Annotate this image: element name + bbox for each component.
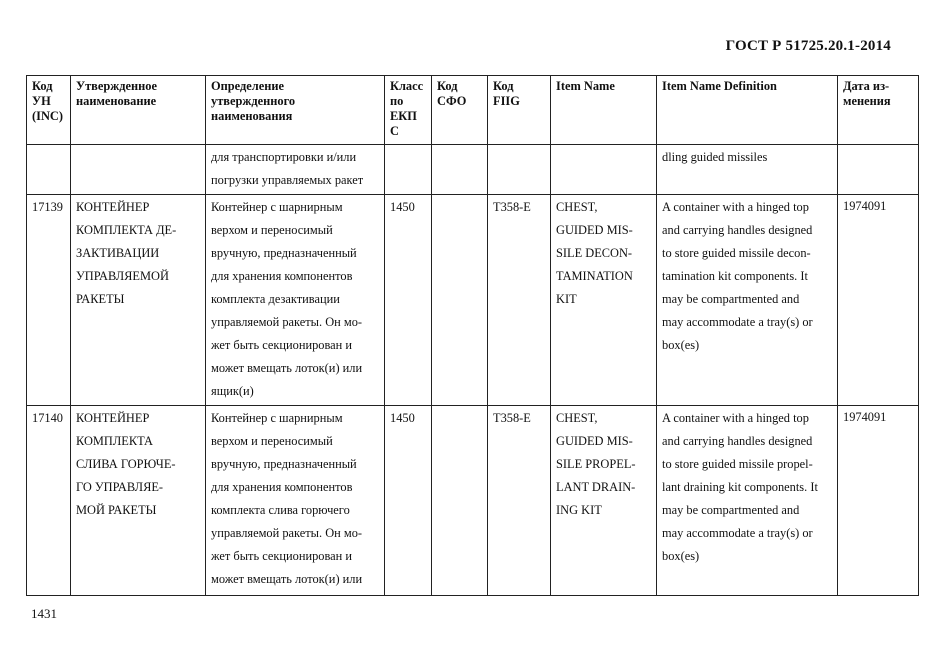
cell-text-line: для хранения компонентов <box>211 480 353 494</box>
column-header-line: Item Name Definition <box>662 79 777 93</box>
cell-sfo <box>432 145 488 195</box>
column-header-line: наименования <box>211 109 293 123</box>
table-row <box>27 406 919 596</box>
cell-text-line: SILE PROPEL- <box>556 457 636 471</box>
column-header-line: Определение <box>211 79 285 93</box>
column-header-fiig <box>488 76 551 145</box>
cell-text-line: dling guided missiles <box>662 150 768 164</box>
cell-fiig <box>488 406 551 596</box>
cell-text-line: ING KIT <box>556 503 602 517</box>
cell-sfo <box>432 406 488 596</box>
cell-name <box>71 145 206 195</box>
cell-text-line: комплекта слива горючего <box>211 503 350 517</box>
cell-text-line: may be compartmented and <box>662 503 800 517</box>
column-header-item-definition <box>657 76 838 145</box>
cell-text-line: 17139 <box>32 200 63 214</box>
cell-text-line: управляемой ракеты. Он мо- <box>211 315 363 329</box>
cell-text-line: 1450 <box>390 411 415 425</box>
cell-text-line: KIT <box>556 292 577 306</box>
cell-text-line: CHEST, <box>556 200 598 214</box>
cell-text-line: may accommodate a tray(s) or <box>662 315 813 329</box>
cell-item-name <box>551 195 657 406</box>
cell-text-line: box(es) <box>662 338 700 352</box>
cell-code <box>27 195 71 406</box>
cell-text-line: СЛИВА ГОРЮЧЕ- <box>76 457 176 471</box>
column-header-code <box>27 76 71 145</box>
cell-text-line: управляемой ракеты. Он мо- <box>211 526 363 540</box>
column-header-line: СФО <box>437 94 467 108</box>
column-header-line: менения <box>843 94 891 108</box>
cell-definition <box>206 406 385 596</box>
cell-text-line: Контейнер с шарнирным <box>211 200 343 214</box>
cell-text-line: A container with a hinged top <box>662 411 809 425</box>
table-row <box>27 145 919 195</box>
column-header-class <box>385 76 432 145</box>
cell-text-line: РАКЕТЫ <box>76 292 125 306</box>
cell-item-definition <box>657 145 838 195</box>
column-header-line: FIIG <box>493 94 520 108</box>
cell-text-line: to store guided missile propel- <box>662 457 813 471</box>
cell-text-line: КОНТЕЙНЕР <box>76 411 150 425</box>
cell-fiig <box>488 145 551 195</box>
column-header-line: по <box>390 94 404 108</box>
cell-text-line: 17140 <box>32 411 63 425</box>
cell-text-line: вручную, предназначенный <box>211 246 357 260</box>
cell-definition <box>206 145 385 195</box>
cell-text-line: T358-E <box>493 200 531 214</box>
cell-text-line: КОНТЕЙНЕР <box>76 200 150 214</box>
column-header-name <box>71 76 206 145</box>
cell-text-line: may be compartmented and <box>662 292 800 306</box>
cell-fiig <box>488 195 551 406</box>
cell-text-line: 1974091 <box>843 410 887 424</box>
cell-text-line: верхом и переносимый <box>211 223 333 237</box>
cell-text-line: tamination kit components. It <box>662 269 808 283</box>
cell-text-line: ЗАКТИВАЦИИ <box>76 246 160 260</box>
column-header-line: УН <box>32 94 51 108</box>
cell-text-line: может вмещать лоток(и) или <box>211 361 363 375</box>
cell-text-line: 1450 <box>390 200 415 214</box>
cell-text-line: T358-E <box>493 411 531 425</box>
column-header-line: Класс <box>390 79 424 93</box>
cell-text-line: and carrying handles designed <box>662 223 813 237</box>
cell-item-definition <box>657 195 838 406</box>
cell-text-line: 1974091 <box>843 199 887 213</box>
cell-text-line: УПРАВЛЯЕМОЙ <box>76 269 169 283</box>
cell-change-date <box>838 145 919 195</box>
column-header-change-date <box>838 76 919 145</box>
cell-change-date <box>838 406 919 596</box>
cell-text-line: верхом и переносимый <box>211 434 333 448</box>
cell-class <box>385 406 432 596</box>
cell-text-line: TAMINATION <box>556 269 633 283</box>
cell-name <box>71 195 206 406</box>
cell-text-line: LANT DRAIN- <box>556 480 636 494</box>
cell-text-line: для хранения компонентов <box>211 269 353 283</box>
cell-text-line: and carrying handles designed <box>662 434 813 448</box>
column-header-line: Код <box>32 79 53 93</box>
cell-text-line: может вмещать лоток(и) или <box>211 572 363 586</box>
cell-item-name <box>551 406 657 596</box>
cell-text-line: may accommodate a tray(s) or <box>662 526 813 540</box>
column-header-line: ЕКП <box>390 109 417 123</box>
cell-class <box>385 195 432 406</box>
cell-item-definition <box>657 406 838 596</box>
cell-text-line: to store guided missile decon- <box>662 246 811 260</box>
cell-text-line: GUIDED MIS- <box>556 223 633 237</box>
document-title: ГОСТ Р 51725.20.1-2014 <box>725 38 891 54</box>
cell-sfo <box>432 195 488 406</box>
cell-text-line: вручную, предназначенный <box>211 457 357 471</box>
cell-text-line: ящик(и) <box>211 384 254 398</box>
cell-change-date <box>838 195 919 406</box>
table-header-row <box>27 76 919 145</box>
gost-table <box>26 75 919 596</box>
column-header-line: Item Name <box>556 79 615 93</box>
column-header-line: утвержденного <box>211 94 296 108</box>
cell-text-line: Контейнер с шарнирным <box>211 411 343 425</box>
column-header-sfo <box>432 76 488 145</box>
cell-code <box>27 145 71 195</box>
table-body <box>27 145 919 596</box>
cell-text-line: погрузки управляемых ракет <box>211 173 364 187</box>
page-number: 1431 <box>31 606 57 621</box>
cell-text-line: ГО УПРАВЛЯЕ- <box>76 480 164 494</box>
column-header-item-name <box>551 76 657 145</box>
cell-text-line: жет быть секционирован и <box>211 549 353 563</box>
cell-text-line: для транспортировки и/или <box>211 150 357 164</box>
cell-text-line: КОМПЛЕКТА <box>76 434 154 448</box>
column-header-line: Дата из- <box>843 79 890 93</box>
cell-text-line: GUIDED MIS- <box>556 434 633 448</box>
column-header-line: Утвержденное <box>76 79 157 93</box>
cell-text-line: КОМПЛЕКТА ДЕ- <box>76 223 177 237</box>
cell-text-line: box(es) <box>662 549 700 563</box>
cell-class <box>385 145 432 195</box>
cell-code <box>27 406 71 596</box>
column-header-line: Код <box>493 79 514 93</box>
column-header-definition <box>206 76 385 145</box>
cell-text-line: A container with a hinged top <box>662 200 809 214</box>
cell-text-line: МОЙ РАКЕТЫ <box>76 503 157 517</box>
column-header-line: С <box>390 124 399 138</box>
cell-text-line: жет быть секционирован и <box>211 338 353 352</box>
cell-text-line: lant draining kit components. It <box>662 480 818 494</box>
cell-definition <box>206 195 385 406</box>
cell-item-name <box>551 145 657 195</box>
table-row <box>27 195 919 406</box>
cell-text-line: комплекта дезактивации <box>211 292 340 306</box>
column-header-line: Код <box>437 79 458 93</box>
column-header-line: (INC) <box>32 109 63 123</box>
cell-text-line: SILE DECON- <box>556 246 633 260</box>
column-header-line: наименование <box>76 94 157 108</box>
cell-name <box>71 406 206 596</box>
cell-text-line: CHEST, <box>556 411 598 425</box>
